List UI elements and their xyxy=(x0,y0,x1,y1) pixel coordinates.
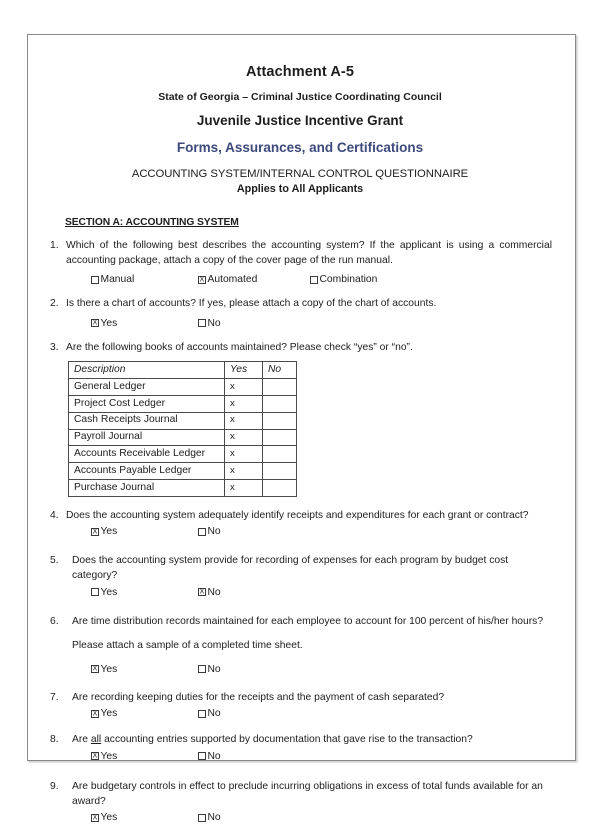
question-1 xyxy=(47,239,553,286)
document-header xyxy=(47,64,553,195)
option-q2-yes[interactable] xyxy=(91,317,198,330)
checkbox-q9-yes[interactable] xyxy=(91,814,99,822)
row-yes-mark[interactable]: x xyxy=(225,429,263,446)
question-8 xyxy=(47,733,553,763)
row-no-mark[interactable] xyxy=(263,395,297,412)
option-q4-yes-label: Yes xyxy=(100,526,118,538)
question-6 xyxy=(47,615,553,676)
question-5-number: 5. xyxy=(50,555,59,567)
option-q4-no-label: No xyxy=(207,526,221,538)
question-6-options xyxy=(91,663,553,676)
table-row xyxy=(69,412,297,429)
row-yes-mark[interactable]: x xyxy=(225,412,263,429)
option-combination[interactable] xyxy=(310,273,377,286)
row-no-mark[interactable] xyxy=(263,446,297,463)
question-2-number: 2. xyxy=(50,298,59,310)
option-q2-no-label: No xyxy=(207,317,221,329)
header-yes: Yes xyxy=(225,362,263,379)
checkbox-q2-yes[interactable] xyxy=(91,319,99,327)
question-8-text-before: Are xyxy=(72,734,91,746)
row-description: Purchase Journal xyxy=(69,479,225,496)
question-6-number: 6. xyxy=(50,615,59,627)
question-8-options xyxy=(91,750,553,763)
row-no-mark[interactable] xyxy=(263,412,297,429)
checkbox-q8-no[interactable] xyxy=(198,752,206,760)
checkbox-q5-yes[interactable] xyxy=(91,588,99,596)
option-q7-yes-label: Yes xyxy=(100,708,118,720)
option-q5-yes-label: Yes xyxy=(100,586,118,598)
question-9-text: Are budgetary controls in effect to preclude incurring obligations in excess of total funds available for an award? xyxy=(72,780,543,807)
option-manual[interactable] xyxy=(91,273,198,286)
option-q4-yes[interactable] xyxy=(91,525,198,538)
option-q5-no-label: No xyxy=(207,586,221,598)
books-of-accounts-table-wrap xyxy=(68,361,553,496)
row-yes-mark[interactable]: x xyxy=(225,446,263,463)
option-manual-label: Manual xyxy=(100,274,135,286)
question-3 xyxy=(47,341,553,497)
checkbox-q8-yes[interactable] xyxy=(91,752,99,760)
option-q9-no-label: No xyxy=(207,812,221,824)
row-yes-mark[interactable]: x xyxy=(225,379,263,396)
option-q2-no[interactable] xyxy=(198,317,221,330)
option-q7-no[interactable] xyxy=(198,707,221,720)
question-2-options xyxy=(91,317,553,330)
option-combination-label: Combination xyxy=(319,274,378,286)
agency-line: State of Georgia – Criminal Justice Coordinating Council xyxy=(158,91,442,103)
row-no-mark[interactable] xyxy=(263,463,297,480)
table-header xyxy=(69,362,297,379)
question-5-text: Does the accounting system provide for recording of expenses for each program by budget cost category? xyxy=(72,555,509,581)
table-row xyxy=(69,463,297,480)
books-of-accounts-table xyxy=(68,361,297,496)
applies-to-text: Applies to All Applicants xyxy=(236,183,364,195)
section-a-heading: SECTION A: ACCOUNTING SYSTEM xyxy=(65,217,239,228)
option-q5-no[interactable] xyxy=(198,586,221,599)
question-4 xyxy=(47,509,553,539)
checkbox-automated[interactable] xyxy=(198,276,206,284)
question-3-number: 3. xyxy=(50,341,59,353)
question-3-text: Are the following books of accounts maintained? Please check “yes” or “no”. xyxy=(66,341,413,353)
option-automated[interactable] xyxy=(198,273,310,286)
question-5 xyxy=(47,554,553,598)
question-4-number: 4. xyxy=(50,509,59,521)
row-no-mark[interactable] xyxy=(263,429,297,446)
option-q7-no-label: No xyxy=(207,708,221,720)
question-4-text: Does the accounting system adequately identify receipts and expenditures for each grant or contract? xyxy=(66,509,529,521)
question-9-number: 9. xyxy=(50,780,59,792)
option-q9-no[interactable] xyxy=(198,811,221,824)
option-q6-yes-label: Yes xyxy=(100,663,118,675)
question-8-emphasis: all xyxy=(90,734,102,746)
document-page xyxy=(27,34,576,824)
table-body xyxy=(69,379,297,497)
question-5-options xyxy=(91,586,553,599)
table-row xyxy=(69,429,297,446)
question-1-number: 1. xyxy=(50,240,59,251)
header-no: No xyxy=(263,362,297,379)
option-q7-yes[interactable] xyxy=(91,707,198,720)
question-9-options xyxy=(91,811,553,824)
row-description: Accounts Payable Ledger xyxy=(69,463,225,480)
page-content xyxy=(28,35,575,824)
program-title: Juvenile Justice Incentive Grant xyxy=(196,113,404,128)
header-description: Description xyxy=(69,362,225,379)
option-q9-yes-label: Yes xyxy=(100,812,118,824)
checkbox-q9-no[interactable] xyxy=(198,814,206,822)
row-description: Project Cost Ledger xyxy=(69,395,225,412)
checkbox-q7-yes[interactable] xyxy=(91,710,99,718)
option-q8-no-label: No xyxy=(207,750,221,762)
checkbox-manual[interactable] xyxy=(91,276,99,284)
checkbox-q2-no[interactable] xyxy=(198,319,206,327)
row-yes-mark[interactable]: x xyxy=(225,463,263,480)
question-7-number: 7. xyxy=(50,691,59,703)
option-q8-yes[interactable] xyxy=(91,750,198,763)
question-9 xyxy=(47,780,553,824)
question-2-text: Is there a chart of accounts? If yes, please attach a copy of the chart of accounts. xyxy=(66,298,437,310)
question-8-text xyxy=(72,733,553,748)
question-2 xyxy=(47,297,553,330)
checkbox-q4-no[interactable] xyxy=(198,528,206,536)
option-q8-no[interactable] xyxy=(198,750,221,763)
checkbox-combination[interactable] xyxy=(310,276,318,284)
question-1-options xyxy=(91,273,553,286)
option-q5-yes[interactable] xyxy=(91,586,198,599)
option-q2-yes-label: Yes xyxy=(100,317,118,329)
row-description: Accounts Receivable Ledger xyxy=(69,446,225,463)
option-q4-no[interactable] xyxy=(198,525,221,538)
checkbox-q4-yes[interactable] xyxy=(91,528,99,536)
option-q8-yes-label: Yes xyxy=(100,750,118,762)
table-row xyxy=(69,379,297,396)
table-row xyxy=(69,479,297,496)
question-7-options xyxy=(91,707,553,720)
option-automated-label: Automated xyxy=(207,274,258,286)
question-8-number: 8. xyxy=(50,734,59,746)
checkbox-q5-no[interactable] xyxy=(198,588,206,596)
row-no-mark[interactable] xyxy=(263,379,297,396)
question-4-options xyxy=(91,525,553,538)
option-q6-yes[interactable] xyxy=(91,663,198,676)
row-yes-mark[interactable]: x xyxy=(225,479,263,496)
checkbox-q7-no[interactable] xyxy=(198,710,206,718)
question-1-text: Which of the following best describes the accounting system? If the applicant is using a commercial accounting package, attach a copy of the cover page of the run manual. xyxy=(66,240,552,266)
table-row xyxy=(69,395,297,412)
table-header-row xyxy=(69,362,297,379)
question-6-text: Are time distribution records maintained for each employee to account for 100 percent of his/her hours? xyxy=(72,615,544,627)
checkbox-q6-yes[interactable] xyxy=(91,665,99,673)
row-yes-mark[interactable]: x xyxy=(225,395,263,412)
option-q6-no[interactable] xyxy=(198,663,221,676)
forms-title: Forms, Assurances, and Certifications xyxy=(176,140,424,155)
question-6-continuation: Please attach a sample of a completed time sheet. xyxy=(72,640,303,652)
question-7-text: Are recording keeping duties for the receipts and the payment of cash separated? xyxy=(72,691,445,703)
question-7 xyxy=(47,691,553,721)
row-description: Payroll Journal xyxy=(69,429,225,446)
question-8-text-after: accounting entries supported by documentation that gave rise to the transaction? xyxy=(101,734,473,746)
table-row xyxy=(69,446,297,463)
row-description: Cash Receipts Journal xyxy=(69,412,225,429)
checkbox-q6-no[interactable] xyxy=(198,665,206,673)
row-no-mark[interactable] xyxy=(263,479,297,496)
option-q6-no-label: No xyxy=(207,663,221,675)
row-description: General Ledger xyxy=(69,379,225,396)
questionnaire-title: ACCOUNTING SYSTEM/INTERNAL CONTROL QUESTIONNAIRE xyxy=(131,168,469,180)
attachment-title: Attachment A-5 xyxy=(245,64,354,80)
option-q9-yes[interactable] xyxy=(91,811,198,824)
